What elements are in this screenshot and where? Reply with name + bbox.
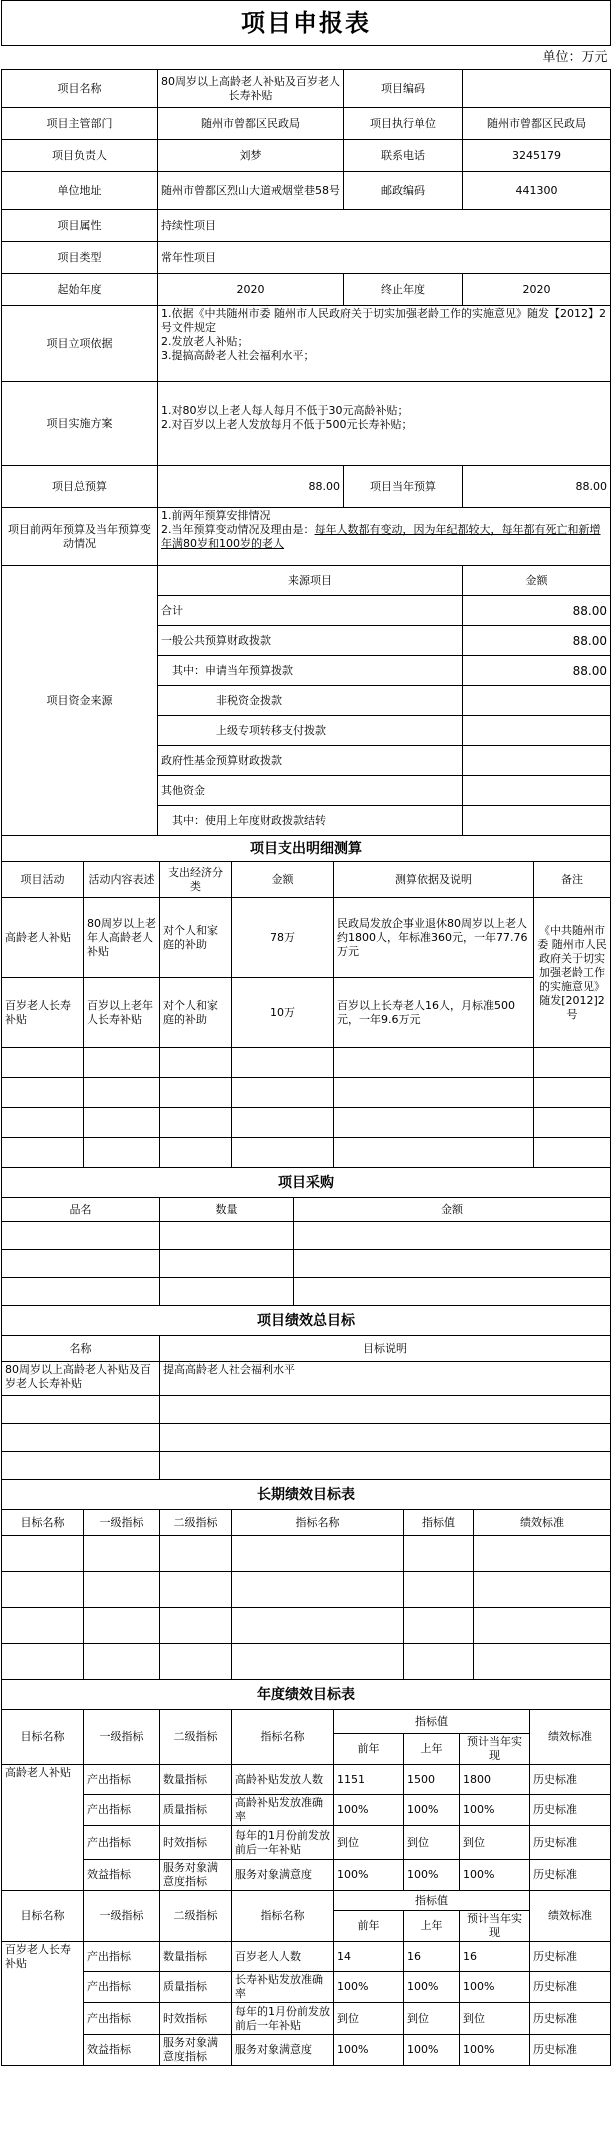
annual-std: 历史标准 [530,1942,611,1972]
perf-total-header: 名称 [2,1336,160,1362]
change-label: 项目前两年预算及当年预算变动情况 [2,508,158,566]
annual-y2: 100% [404,1860,460,1891]
type: 常年性项目 [158,242,611,274]
current-label: 项目当年预算 [344,466,463,508]
exec-label: 项目执行单位 [344,108,463,140]
annual-header: 指标名称 [232,1891,334,1942]
table-row [2,1078,611,1108]
annual-header: 绩效标准 [530,1710,611,1765]
annual-l2: 时效指标 [160,1826,232,1860]
change-line-2 [161,523,607,551]
annual-y3: 100% [460,1860,530,1891]
long-term-header: 二级指标 [160,1510,232,1536]
expense-activity: 高龄老人补贴 [2,898,84,978]
table-row [2,1942,611,1972]
leader: 刘梦 [158,140,344,172]
table-row [2,1222,611,1250]
annual-l2: 质量指标 [160,1972,232,2003]
annual-y3: 100% [460,1972,530,2003]
expense-title: 项目支出明细测算 [2,836,611,862]
annual-y1: 1151 [334,1765,404,1795]
change-prefix: 2.当年预算变动情况及理由是： [161,523,315,536]
annual-subheader: 预计当年实现 [460,1734,530,1765]
annual-indicator: 服务对象满意度 [232,2035,334,2066]
annual-l1: 产出指标 [84,1765,160,1795]
purchase-header: 金额 [294,1198,611,1222]
annual-y2: 100% [404,1795,460,1826]
annual-header: 指标名称 [232,1710,334,1765]
expense-activity: 百岁老人长寿补贴 [2,978,84,1048]
expense-header: 活动内容表述 [84,862,160,898]
annual-goal-name: 高龄老人补贴 [2,1765,84,1891]
funding-row: 合计 [158,596,463,626]
annual-l1: 产出指标 [84,1826,160,1860]
funding-amount: 88.00 [463,656,611,686]
annual-y1: 100% [334,1972,404,2003]
project-code-label: 项目编码 [344,70,463,108]
annual-std: 历史标准 [530,1765,611,1795]
page-title: 项目申报表 [2,1,611,46]
annual-l2: 数量指标 [160,1942,232,1972]
source-header: 来源项目 [158,566,463,596]
purchase-title: 项目采购 [2,1168,611,1198]
table-row [2,1860,611,1891]
table-row [2,1572,611,1608]
basis [158,306,611,382]
annual-y2: 100% [404,2035,460,2066]
basis-label: 项目立项依据 [2,306,158,382]
annual-header: 绩效标准 [530,1891,611,1942]
funding-amount: 88.00 [463,626,611,656]
basis-line: 1.依据《中共随州市委 随州市人民政府关于切实加强老龄工作的实施意见》随发【2012】2号文件规定 [161,307,606,334]
report-form [1,0,610,2066]
annual-header: 一级指标 [84,1710,160,1765]
annual-subheader: 前年 [334,1734,404,1765]
exec: 随州市曾都区民政局 [463,108,611,140]
table-row [2,1250,611,1278]
expense-header: 备注 [534,862,611,898]
annual-goal-name: 百岁老人长寿补贴 [2,1942,84,2066]
attr: 持续性项目 [158,210,611,242]
long-term-header: 一级指标 [84,1510,160,1536]
funding-row: 一般公共预算财政拨款 [158,626,463,656]
annual-y1: 100% [334,1860,404,1891]
annual-subheader: 预计当年实现 [460,1911,530,1942]
table-row [2,898,611,978]
annual-l1: 产出指标 [84,2003,160,2035]
table-row [2,1765,611,1795]
plan-line: 2.对百岁以上老人发放每月不低于500元长寿补贴； [161,418,413,431]
perf-total-title: 项目绩效总目标 [2,1306,611,1336]
table-row [2,1108,611,1138]
basis-line: 2.发放老人补贴； [161,335,249,348]
expense-header: 金额 [232,862,334,898]
phone: 3245179 [463,140,611,172]
table-row [2,2003,611,2035]
phone-label: 联系电话 [344,140,463,172]
annual-l2: 质量指标 [160,1795,232,1826]
annual-y1: 100% [334,2035,404,2066]
expense-amount: 78万 [232,898,334,978]
table-row [2,1138,611,1168]
expense-category: 对个人和家庭的补助 [160,898,232,978]
perf-total-name: 80周岁以上高龄老人补贴及百岁老人长寿补贴 [2,1362,160,1396]
table-row [2,1396,611,1424]
expense-content: 百岁以上老年人长寿补贴 [84,978,160,1048]
annual-title: 年度绩效目标表 [2,1680,611,1710]
annual-y2: 到位 [404,1826,460,1860]
table-row [2,1536,611,1572]
annual-y3: 到位 [460,1826,530,1860]
annual-std: 历史标准 [530,1972,611,2003]
address-label: 单位地址 [2,172,158,210]
annual-indicator: 长寿补贴发放准确率 [232,1972,334,2003]
basic-info-table [1,0,611,566]
end-year: 2020 [463,274,611,306]
funding-amount [463,716,611,746]
annual-l2: 服务对象满意度指标 [160,2035,232,2066]
annual-header: 目标名称 [2,1891,84,1942]
dept-label: 项目主管部门 [2,108,158,140]
purchase-table [1,1167,611,1306]
annual-indicator: 高龄补贴发放准确率 [232,1795,334,1826]
table-row [2,1608,611,1644]
annual-header: 二级指标 [160,1891,232,1942]
expense-table [1,835,611,1168]
dept: 随州市曾都区民政局 [158,108,344,140]
annual-header: 一级指标 [84,1891,160,1942]
annual-std: 历史标准 [530,1826,611,1860]
expense-basis: 百岁以上长寿老人16人，月标准500元，一年9.6万元 [334,978,534,1048]
expense-amount: 10万 [232,978,334,1048]
annual-y1: 14 [334,1942,404,1972]
table-row [2,1278,611,1306]
expense-category: 对个人和家庭的补助 [160,978,232,1048]
annual-y3: 到位 [460,2003,530,2035]
address: 随州市曾都区烈山大道戒烟堂巷58号 [158,172,344,210]
table-row [2,1972,611,2003]
funding-table [1,565,611,836]
annual-y1: 到位 [334,2003,404,2035]
annual-subheader: 上年 [404,1911,460,1942]
annual-subheader: 上年 [404,1734,460,1765]
start-year: 2020 [158,274,344,306]
leader-label: 项目负责人 [2,140,158,172]
basis-line: 3.提搞高龄老人社会福利水平； [161,349,315,362]
purchase-header: 数量 [160,1198,294,1222]
table-row [2,1424,611,1452]
postcode-label: 邮政编码 [344,172,463,210]
funding-amount [463,686,611,716]
table-row [2,1362,611,1396]
annual-indicator: 服务对象满意度 [232,1860,334,1891]
annual-header: 二级指标 [160,1710,232,1765]
annual-header: 目标名称 [2,1710,84,1765]
expense-basis: 民政局发放企事业退休80周岁以上老人约1800人，年标准360元，一年77.76万元 [334,898,534,978]
annual-std: 历史标准 [530,2003,611,2035]
annual-indicator: 每年的1月份前发放前后一年补贴 [232,1826,334,1860]
change [158,508,611,566]
expense-content: 80周岁以上老年人高龄老人补贴 [84,898,160,978]
annual-y2: 到位 [404,2003,460,2035]
table-row [2,2035,611,2066]
annual-y3: 1800 [460,1765,530,1795]
unit-label: 单位：万元 [2,46,611,70]
expense-note: 《中共随州市委 随州市人民政府关于切实加强老龄工作的实施意见》随发[2012]2号 [534,898,611,1048]
long-term-header: 目标名称 [2,1510,84,1536]
annual-y3: 16 [460,1942,530,1972]
perf-total-header: 目标说明 [160,1336,611,1362]
annual-y2: 100% [404,1972,460,2003]
purchase-header: 品名 [2,1198,160,1222]
total-label: 项目总预算 [2,466,158,508]
funding-amount [463,776,611,806]
funding-label: 项目资金来源 [2,566,158,836]
amount-header: 金额 [463,566,611,596]
long-term-table [1,1479,611,1680]
annual-l1: 产出指标 [84,1942,160,1972]
end-label: 终止年度 [344,274,463,306]
table-row [2,1826,611,1860]
annual-table [1,1679,611,2066]
start-label: 起始年度 [2,274,158,306]
annual-subheader: 前年 [334,1911,404,1942]
long-term-title: 长期绩效目标表 [2,1480,611,1510]
current-budget: 88.00 [463,466,611,508]
long-term-header: 指标名称 [232,1510,404,1536]
annual-l2: 时效指标 [160,2003,232,2035]
perf-total-desc: 提高高龄老人社会福利水平 [160,1362,611,1396]
annual-l1: 效益指标 [84,2035,160,2066]
long-term-header: 指标值 [404,1510,474,1536]
postcode: 441300 [463,172,611,210]
funding-row: 其中：申请当年预算拨款 [158,656,463,686]
table-row [2,1644,611,1680]
annual-l2: 数量指标 [160,1765,232,1795]
change-line-1: 1.前两年预算安排情况 [161,509,271,522]
annual-indicator: 高龄补贴发放人数 [232,1765,334,1795]
funding-amount [463,746,611,776]
table-row [2,1452,611,1480]
annual-std: 历史标准 [530,2035,611,2066]
table-row [2,1048,611,1078]
change-text: 每年人数都有变动，因为年纪都较大，每年都有死亡和新增年满80岁和100岁的老人 [161,523,601,550]
annual-l1: 效益指标 [84,1860,160,1891]
annual-y3: 100% [460,1795,530,1826]
annual-std: 历史标准 [530,1795,611,1826]
total-budget: 88.00 [158,466,344,508]
expense-header: 支出经济分类 [160,862,232,898]
funding-amount: 88.00 [463,596,611,626]
annual-l1: 产出指标 [84,1795,160,1826]
perf-total-table [1,1305,611,1480]
project-name-label: 项目名称 [2,70,158,108]
plan [158,382,611,466]
funding-row: 其中：使用上年度财政拨款结转 [158,806,463,836]
plan-label: 项目实施方案 [2,382,158,466]
annual-y3: 100% [460,2035,530,2066]
funding-row: 其他资金 [158,776,463,806]
project-name: 80周岁以上高龄老人补贴及百岁老人长寿补贴 [158,70,344,108]
funding-amount [463,806,611,836]
expense-header: 测算依据及说明 [334,862,534,898]
plan-line: 1.对80岁以上老人每人每月不低于30元高龄补贴； [161,404,409,417]
table-row [2,1795,611,1826]
annual-header: 指标值 [334,1891,530,1911]
annual-header: 指标值 [334,1710,530,1734]
annual-y1: 100% [334,1795,404,1826]
table-row [2,978,611,1048]
annual-l1: 产出指标 [84,1972,160,2003]
annual-y2: 1500 [404,1765,460,1795]
project-code [463,70,611,108]
annual-y1: 到位 [334,1826,404,1860]
long-term-header: 绩效标准 [474,1510,611,1536]
annual-indicator: 百岁老人人数 [232,1942,334,1972]
funding-row: 上级专项转移支付拨款 [158,716,463,746]
annual-l2: 服务对象满意度指标 [160,1860,232,1891]
attr-label: 项目属性 [2,210,158,242]
expense-header: 项目活动 [2,862,84,898]
funding-row: 政府性基金预算财政拨款 [158,746,463,776]
annual-std: 历史标准 [530,1860,611,1891]
type-label: 项目类型 [2,242,158,274]
annual-indicator: 每年的1月份前发放前后一年补贴 [232,2003,334,2035]
annual-y2: 16 [404,1942,460,1972]
funding-row: 非税资金拨款 [158,686,463,716]
